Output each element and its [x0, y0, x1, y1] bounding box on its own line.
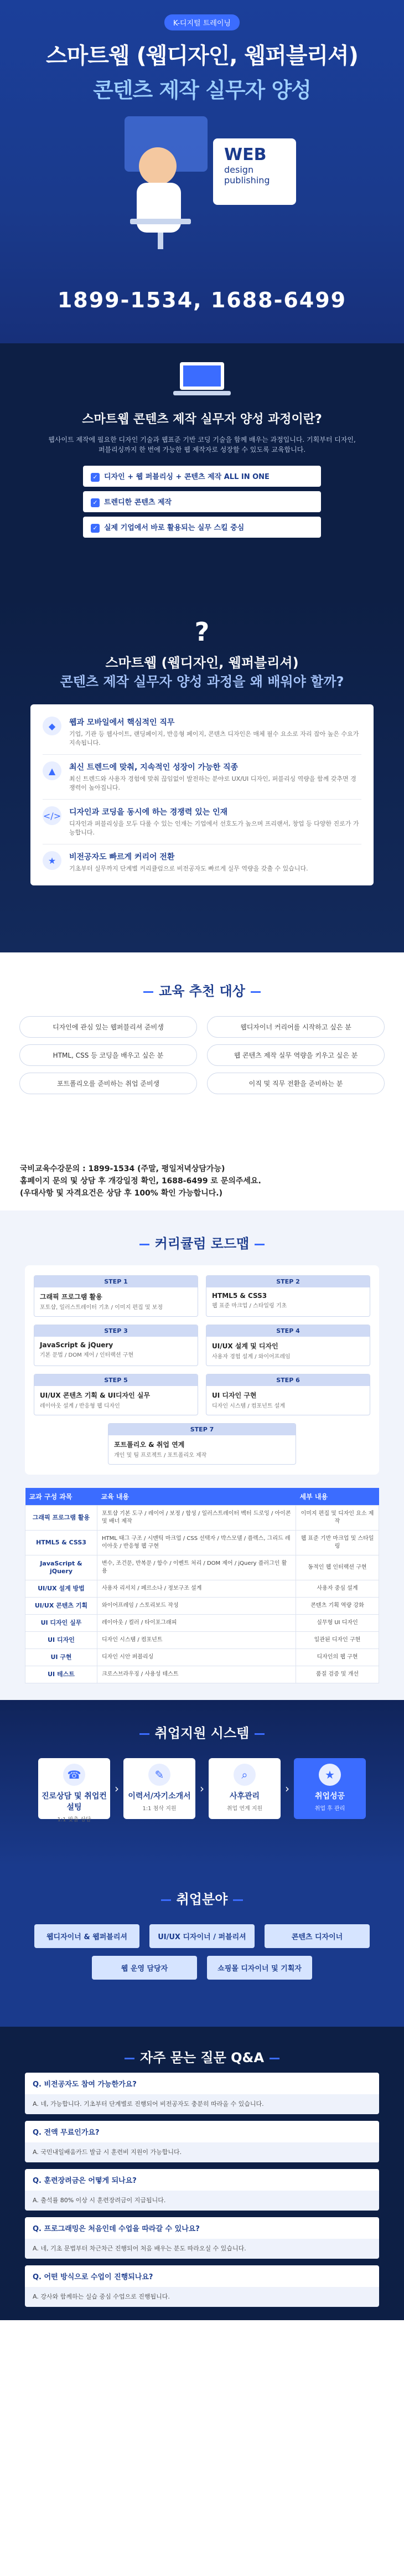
fields-section: [0, 1866, 404, 2027]
faq-item[interactable]: [25, 2265, 379, 2307]
support-step-name: 진로상담 및 취업컨설팅: [42, 1792, 107, 1812]
why-section: [0, 598, 404, 952]
step-label: STEP 5: [34, 1374, 198, 1386]
program-badge: K-디지털 트레이닝: [164, 14, 240, 30]
target-grid: [19, 1016, 385, 1094]
support-step: [209, 1758, 281, 1819]
arrow-icon: ›: [200, 1782, 204, 1795]
table-header: 교과 구성 과목: [25, 1488, 97, 1506]
table-row: [25, 1615, 379, 1632]
web-sign-line3: publishing: [224, 175, 270, 186]
faq-question[interactable]: Q. 비전공자도 참여 가능한가요?: [25, 2073, 379, 2094]
consult-icon: ☎: [63, 1764, 85, 1786]
step-desc: 레이아웃 설계 / 반응형 웹 디자인: [40, 1403, 120, 1409]
field-item: 웹디자이너 & 웹퍼블리셔: [34, 1924, 139, 1948]
arrow-icon: ›: [115, 1782, 119, 1795]
support-steps: [0, 1758, 404, 1823]
target-section: [0, 952, 404, 1163]
trophy-icon: ★: [319, 1764, 341, 1786]
subject-goal: 일관된 디자인 구현: [296, 1632, 379, 1649]
support-step-desc: 1:1 맞춤 상담: [57, 1817, 91, 1823]
why-title-line2: 콘텐츠 제작 실무자 양성 과정을 왜 배워야 할까?: [60, 674, 344, 689]
check-icon: ✓: [91, 524, 100, 533]
why-item: [43, 800, 361, 844]
target-item: 디자인에 관심 있는 웹퍼블리셔 준비생: [19, 1016, 197, 1038]
roadmap-step: [108, 1423, 296, 1465]
web-sign-line1: WEB: [224, 145, 267, 164]
why-item-title: 비전공자도 빠르게 커리어 전환: [69, 853, 175, 862]
subject-goal: 실무형 UI 디자인: [296, 1615, 379, 1632]
subject-desc: 사용자 리서치 / 페르소나 / 정보구조 설계: [97, 1580, 296, 1598]
support-step-desc: 1:1 첨삭 지원: [142, 1806, 177, 1812]
roadmap-step: [34, 1325, 198, 1366]
step-label: STEP 6: [206, 1374, 370, 1386]
target-item: HTML, CSS 등 코딩을 배우고 싶은 분: [19, 1044, 197, 1066]
why-item-desc: 기초부터 실무까지 단계별 커리큘럼으로 비전공자도 빠르게 실무 역량을 갖출 수 있습니다.: [69, 865, 308, 872]
field-item: 웹 운영 담당자: [92, 1956, 197, 1980]
info-line: (우대사항 및 자격요건은 상담 후 100% 확인 가능합니다.): [20, 1189, 222, 1198]
faq-answer: A. 출석률 80% 이상 시 훈련장려금이 지급됩니다.: [25, 2191, 379, 2211]
table-row: [25, 1506, 379, 1531]
info-line: 국비교육수강문의 : 1899-1534 (주말, 평일저녁상담가능): [20, 1165, 225, 1173]
fields-grid: [30, 1924, 374, 1980]
subject-name: UI 디자인: [25, 1632, 97, 1649]
table-row: [25, 1555, 379, 1580]
what-description: 웹사이트 제작에 필요한 디자인 기술과 웹표준 기반 코딩 기술을 함께 배우는 과정입니다. 기획부터 디자인, 퍼블리싱까지 한 번에 가능한 웹 제작자로 성장할 수 있도록 교육합니다.: [48, 436, 356, 454]
support-step-desc: 취업 연계 지원: [226, 1806, 263, 1812]
support-step: [294, 1758, 366, 1819]
what-section: [0, 343, 404, 598]
web-sign: [224, 145, 296, 186]
subject-name: UI 디자인 실무: [25, 1615, 97, 1632]
hero-subtitle: 콘텐츠 제작 실무자 양성: [93, 78, 311, 102]
subject-desc: 변수, 조건문, 반복문 / 함수 / 이벤트 처리 / DOM 제어 / jQuery 플러그인 활용: [97, 1555, 296, 1580]
check-label: 디자인 + 웹 퍼블리싱 + 콘텐츠 제작 ALL IN ONE: [104, 473, 270, 481]
code-icon: </>: [43, 806, 61, 825]
why-item-desc: 기업, 기관 등 웹사이트, 랜딩페이지, 반응형 페이지, 콘텐츠 디자인은 매체 필수 요소로 자리 잡아 높은 수요가 지속됩니다.: [69, 730, 359, 746]
target-item: 웹 콘텐츠 제작 실무 역량을 키우고 싶은 분: [207, 1044, 385, 1066]
support-step-name: 취업성공: [314, 1792, 345, 1801]
why-item: [43, 844, 361, 880]
step-desc: 웹 표준 마크업 / 스타일링 기초: [212, 1303, 287, 1309]
step-label: STEP 4: [206, 1325, 370, 1337]
subject-goal: 웹 표준 기반 마크업 및 스타일링: [296, 1531, 379, 1555]
trend-icon: ▲: [43, 761, 61, 780]
curriculum-title: 커리큘럼 로드맵: [0, 1233, 404, 1252]
faq-question[interactable]: Q. 전액 무료인가요?: [25, 2121, 379, 2142]
subject-name: 그래픽 프로그램 활용: [25, 1506, 97, 1531]
support-step: [38, 1758, 110, 1823]
step-label: STEP 7: [108, 1424, 296, 1435]
subject-desc: 크로스브라우징 / 사용성 테스트: [97, 1666, 296, 1683]
subject-desc: 레이아웃 / 컬러 / 타이포그래피: [97, 1615, 296, 1632]
support-step: [123, 1758, 195, 1819]
check-item: [83, 491, 321, 512]
field-item: UI/UX 디자이너 / 퍼블리셔: [149, 1924, 255, 1948]
step-title: JavaScript & jQuery: [40, 1341, 113, 1349]
subject-name: UI 구현: [25, 1649, 97, 1666]
hero-section: [0, 0, 404, 343]
step-label: STEP 2: [206, 1276, 370, 1287]
faq-question[interactable]: Q. 프로그래밍은 처음인데 수업을 따라갈 수 있나요?: [25, 2217, 379, 2239]
briefcase-icon: ◆: [43, 717, 61, 735]
web-sign-line2: design: [224, 164, 254, 175]
subject-desc: 포토샵 기본 도구 / 레이어 / 보정 / 합성 / 일러스트레이터 벡터 드로잉 / 아이콘 및 배너 제작: [97, 1506, 296, 1531]
step-title: UI/UX 콘텐츠 기획 & UI디자인 실무: [40, 1392, 151, 1399]
roadmap-step: [206, 1325, 370, 1366]
target-item: 포트폴리오를 준비하는 취업 준비생: [19, 1073, 197, 1094]
table-header: 교육 내용: [97, 1488, 296, 1506]
faq-section: [0, 2027, 404, 2320]
curriculum-section: [0, 1210, 404, 1700]
info-section: [0, 1163, 404, 1210]
faq-question[interactable]: Q. 어떤 방식으로 수업이 진행되나요?: [25, 2265, 379, 2287]
step-label: STEP 3: [34, 1325, 198, 1337]
info-line: 홈페이지 문의 및 상담 후 개강일정 확인, 1688-6499 로 문의주세요.: [20, 1177, 261, 1186]
check-icon: ✓: [91, 473, 100, 482]
faq-answer: A. 네, 기초 문법부터 차근차근 진행되어 처음 배우는 분도 따라오실 수 있습니다.: [25, 2239, 379, 2259]
question-mark-icon: ?: [194, 617, 210, 647]
step-desc: 기본 문법 / DOM 제어 / 인터랙션 구현: [40, 1352, 134, 1358]
faq-item[interactable]: [25, 2073, 379, 2114]
faq-answer: A. 강사와 함께하는 실습 중심 수업으로 진행됩니다.: [25, 2287, 379, 2307]
support-title: 취업지원 시스템: [0, 1722, 404, 1742]
curriculum-table: [25, 1488, 379, 1683]
subject-desc: 디자인 시스템 / 컴포넌트: [97, 1632, 296, 1649]
table-row: [25, 1632, 379, 1649]
subject-name: UI/UX 설계 방법: [25, 1580, 97, 1598]
faq-item[interactable]: [25, 2121, 379, 2162]
document-icon: ✎: [148, 1764, 170, 1786]
step-title: HTML5 & CSS3: [212, 1292, 267, 1300]
faq-question[interactable]: Q. 훈련장려금은 어떻게 되나요?: [25, 2169, 379, 2191]
subject-goal: 사용자 중심 설계: [296, 1580, 379, 1598]
laptop-icon: [169, 360, 235, 398]
step-desc: 사용자 경험 설계 / 와이어프레임: [212, 1354, 291, 1360]
support-section: [0, 1700, 404, 1866]
why-item-desc: 디자인과 퍼블리싱을 모두 다룰 수 있는 인재는 기업에서 선호도가 높으며 프리랜서, 창업 등 다양한 진로가 가능합니다.: [69, 820, 359, 836]
check-label: 트렌디한 콘텐츠 제작: [104, 498, 172, 507]
step-desc: 디자인 시스템 / 컴포넌트 설계: [212, 1403, 286, 1409]
roadmap-step: [206, 1374, 370, 1415]
support-step-name: 이력서/자기소개서: [128, 1792, 191, 1801]
roadmap-step: [34, 1374, 198, 1415]
support-step-name: 사후관리: [229, 1792, 260, 1801]
subject-goal: 디자인의 웹 구현: [296, 1649, 379, 1666]
table-row: [25, 1580, 379, 1598]
table-header: 세부 내용: [296, 1488, 379, 1506]
support-step-desc: 취업 후 관리: [314, 1806, 345, 1812]
roadmap-step: [206, 1275, 370, 1317]
check-item: [83, 466, 321, 487]
faq-item[interactable]: [25, 2169, 379, 2211]
roadmap-grid: [34, 1275, 370, 1465]
subject-name: HTML5 & CSS3: [25, 1531, 97, 1555]
check-icon: ✓: [91, 498, 100, 507]
table-row: [25, 1598, 379, 1615]
step-title: UI/UX 설계 및 디자인: [212, 1342, 278, 1350]
faq-title: 자주 묻는 질문 Q&A: [0, 2047, 404, 2066]
why-title: [0, 653, 404, 691]
step-title: 포트폴리오 & 취업 연계: [114, 1441, 185, 1449]
subject-name: JavaScript & jQuery: [25, 1555, 97, 1580]
fields-title: 취업분야: [0, 1888, 404, 1908]
table-row: [25, 1649, 379, 1666]
subject-desc: 와이어프레임 / 스토리보드 작성: [97, 1598, 296, 1615]
subject-goal: 콘텐츠 기획 역량 강화: [296, 1598, 379, 1615]
target-item: 웹디자이너 커리어를 시작하고 싶은 분: [207, 1016, 385, 1038]
check-item: [83, 517, 321, 538]
what-checklist: [83, 466, 321, 538]
why-item-title: 웹과 모바일에서 핵심적인 직무: [69, 718, 175, 727]
table-row: [25, 1666, 379, 1683]
step-title: UI 디자인 구현: [212, 1392, 257, 1399]
why-item-title: 디자인과 코딩을 동시에 하는 경쟁력 있는 인재: [69, 808, 228, 817]
target-title: 교육 추천 대상: [0, 980, 404, 1000]
roadmap-step: [34, 1275, 198, 1317]
subject-goal: 품질 검증 및 개선: [296, 1666, 379, 1683]
roadmap: [25, 1265, 379, 1475]
subject-goal: 이미지 편집 및 디자인 요소 제작: [296, 1506, 379, 1531]
subject-goal: 동적인 웹 인터랙션 구현: [296, 1555, 379, 1580]
why-list: [30, 704, 374, 885]
search-icon: ⌕: [234, 1764, 256, 1786]
faq-answer: A. 네, 가능합니다. 기초부터 단계별로 진행되어 비전공자도 충분히 따라올 수 있습니다.: [25, 2094, 379, 2114]
why-item-desc: 최신 트렌드와 사용자 경험에 맞춰 끊임없이 발전하는 분야로 UX/UI 디자인, 퍼블리싱 역량을 함께 갖추면 경쟁력이 높아집니다.: [69, 775, 356, 791]
arrow-icon: ›: [285, 1782, 289, 1795]
table-row: [25, 1531, 379, 1555]
why-title-line1: 스마트웹 (웹디자인, 웹퍼블리셔): [105, 655, 299, 671]
subject-desc: HTML 태그 구조 / 시맨틱 마크업 / CSS 선택자 / 박스모델 / 플렉스, 그리드 레이아웃 / 반응형 웹 구현: [97, 1531, 296, 1555]
step-desc: 개인 및 팀 프로젝트 / 포트폴리오 제작: [114, 1452, 207, 1459]
why-item: [43, 710, 361, 755]
step-desc: 포토샵, 일러스트레이터 기초 / 이미지 편집 및 보정: [40, 1305, 163, 1311]
what-question: 스마트웹 콘텐츠 제작 실무자 양성 과정이란?: [82, 413, 322, 426]
faq-answer: A. 국민내일배움카드 발급 시 훈련비 지원이 가능합니다.: [25, 2142, 379, 2162]
field-item: 쇼핑몰 디자이너 및 기획자: [207, 1956, 312, 1980]
faq-item[interactable]: [25, 2217, 379, 2259]
why-item-title: 최신 트렌드에 맞춰, 지속적인 성장이 가능한 직종: [69, 763, 239, 772]
check-label: 실제 기업에서 바로 활용되는 실무 스킬 중심: [104, 524, 245, 532]
target-item: 이직 및 직무 전환을 준비하는 분: [207, 1073, 385, 1094]
subject-name: UI 테스트: [25, 1666, 97, 1683]
subject-name: UI/UX 콘텐츠 기획: [25, 1598, 97, 1615]
field-item: 콘텐츠 디자이너: [265, 1924, 370, 1948]
hero-title: 스마트웹 (웹디자인, 웹퍼블리셔): [46, 43, 358, 69]
career-icon: ★: [43, 851, 61, 870]
subject-desc: 디자인 시안 퍼블리싱: [97, 1649, 296, 1666]
step-label: STEP 1: [34, 1276, 198, 1287]
why-item: [43, 755, 361, 800]
phone-numbers[interactable]: 1899-1534, 1688-6499: [57, 288, 347, 312]
step-title: 그래픽 프로그램 활용: [40, 1293, 102, 1301]
